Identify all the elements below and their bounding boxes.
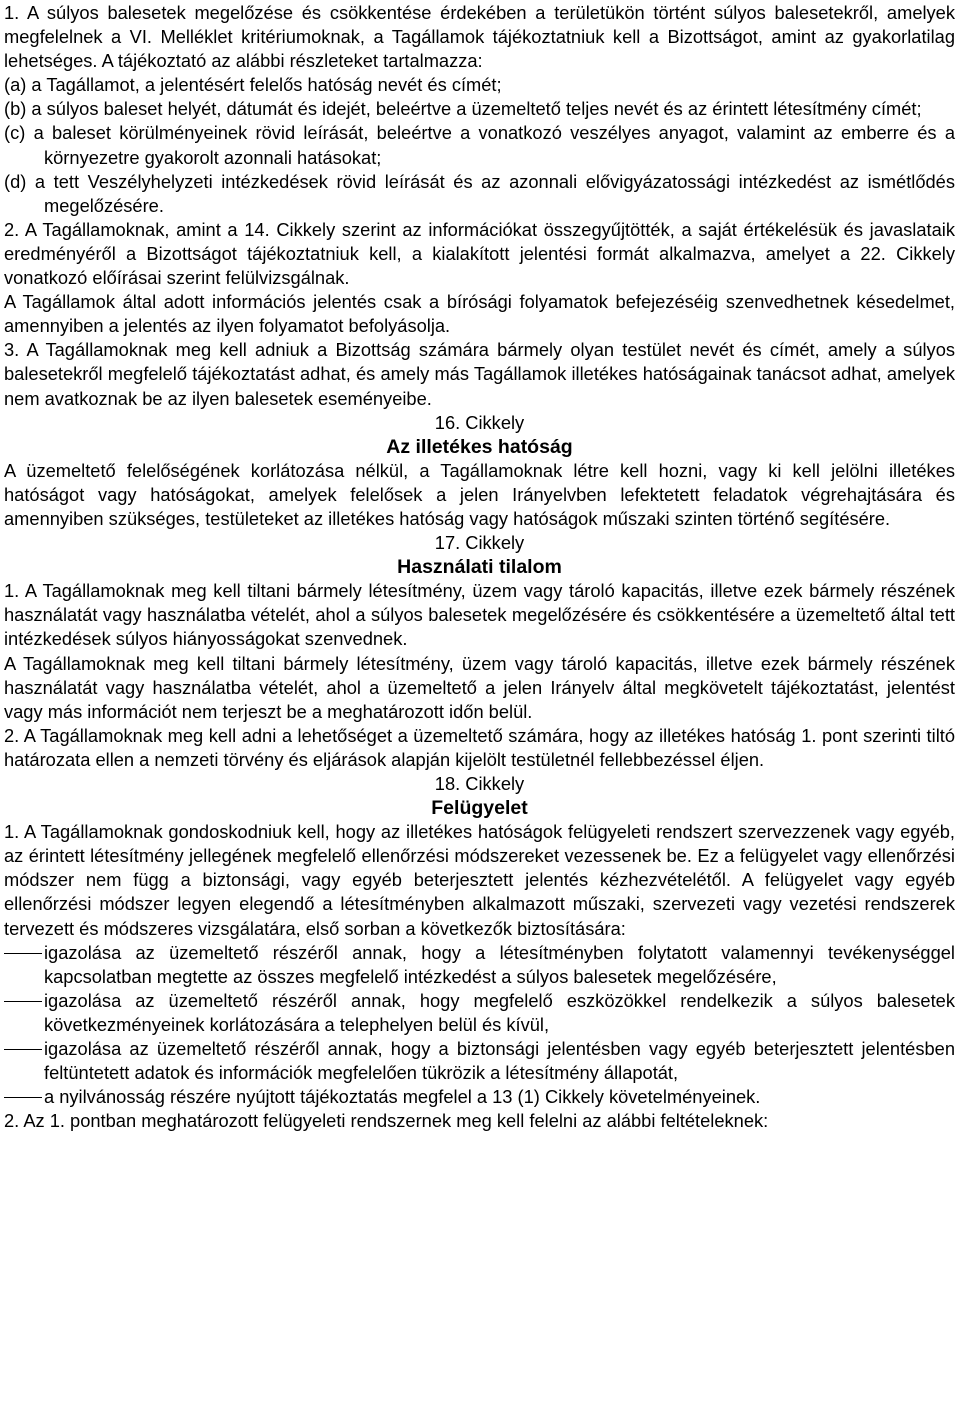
bullet-text: igazolása az üzemeltető részéről annak, hogy a biztonsági jelentésben vagy egyéb beterjesztett jelentésben feltüntetett adatok és információk megfelelően tükrözik a létesítmény állapotát, — [44, 1038, 955, 1084]
article-16-number: 16. Cikkely — [434, 411, 525, 433]
paragraph-17-2: 2. A Tagállamoknak meg kell adni a lehetőséget a üzemeltető számára, hogy az illetékes hatóság 1. pont szerinti tiltó határozata ellen a nemzeti törvény és eljárások alapján kijelölt testületnél fellebbezéssel éljen. — [4, 724, 955, 770]
paragraph-15-1: 1. A súlyos balesetek megelőzése és csökkentése érdekében a területükön történt súlyos balesetekről, amelyek megfelelnek a VI. Melléklet kritériumoknak, a Tagállamok tájékoztatniuk kell a Bizottságot, amint az gyakorlatilag lehetséges. A tájékoztató az alábbi részleteket tartalmazza: — [4, 2, 955, 72]
bullet-text: igazolása az üzemeltető részéről annak, hogy megfelelő eszközökkel rendelkezik a súlyos balesetek következményeinek korlátozására a telephelyen belül és kívül, — [44, 989, 955, 1035]
paragraph-15-2-note: A Tagállamok által adott információs jelentés csak a bírósági folyamatok befejezéséig szenvedhetnek késedelmet, amennyiben a jelentés az ilyen folyamatot befolyásolja. — [4, 291, 955, 337]
bullet-text: igazolása az üzemeltető részéről annak, hogy a létesítményben folytatott valamennyi tevékenységgel kapcsolatban megtette az összes megfelelő intézkedést a súlyos balesetek megelőzésére, — [44, 941, 955, 987]
bullet-item — [4, 989, 955, 1037]
dash-bullet-icon — [4, 941, 44, 965]
article-18-title: Felügyelet — [431, 797, 528, 820]
paragraph-18-2: 2. Az 1. pontban meghatározott felügyeleti rendszernek meg kell felelni az alábbi feltételeknek: — [4, 1110, 769, 1132]
paragraph-16: A üzemeltető felelőségének korlátozása nélkül, a Tagállamoknak létre kell hozni, vagy ki kell jelölni illetékes hatóságot vagy hatóságokat, amelyek felelősek a jelen Irányelvben lefektetett feladatok végrehajtására és amennyiben szükséges, testületeket az illetékes hatóság vagy hatóságok műszaki szinten történő segítésére. — [4, 459, 955, 529]
bullet-item — [4, 1085, 955, 1109]
paragraph-17-1-b: A Tagállamoknak meg kell tiltani bármely létesítmény, üzem vagy tároló kapacitás, illetve ezek bármely részének használatát vagy használatba vételét, ahol a üzemeltető a jelen Irányelv által megkövetelt tájékoztatást, jelentést vagy más információt nem terjeszt be a meghatározott időn belül. — [4, 652, 955, 722]
paragraph-17-1: 1. A Tagállamoknak meg kell tiltani bármely létesítmény, üzem vagy tároló kapacitás, illetve ezek bármely részének használatát vagy használatba vételét, ahol a súlyos balesetek megelőzésére és csökkentésére a üzemeltető által tett intézkedések súlyos hiányosságokat szenvednek. — [4, 580, 955, 650]
paragraph-18-1: 1. A Tagállamoknak gondoskodniuk kell, hogy az illetékes hatóságok felügyeleti rendszert szervezzenek vagy egyéb, az érintett létesítmény jellegének megfelelő ellenőrzési módszereket vezessenek be. Ez a felügyelet vagy ellenőrzési módszer nem függ a biztonsági, vagy egyéb beterjesztett jelentés kézhezvételétől. A felügyelet vagy egyéb ellenőrzési módszer legyen elegendő a létesítményben alkalmazott műszaki, szervezeti vagy vezetési rendszerek tervezett és módszeres vizsgálatára, első sorban a következők biztosítására: — [4, 821, 955, 939]
article-17-number: 17. Cikkely — [434, 532, 525, 554]
dash-bullet-icon — [4, 989, 44, 1013]
article-18-number: 18. Cikkely — [434, 773, 525, 794]
bullet-item — [4, 941, 955, 989]
dash-bullet-icon — [4, 1037, 44, 1061]
document-page — [4, 1, 955, 1133]
list-item-c: (c) a baleset körülményeinek rövid leírását, beleértve a vonatkozó veszélyes anyagot, valamint az emberre és a környezetre gyakorolt azonnali hatásokat; — [4, 122, 955, 168]
article-17-title: Használati tilalom — [397, 556, 562, 579]
paragraph-15-2: 2. A Tagállamoknak, amint a 14. Cikkely szerint az információkat összegyűjtötték, a saját értékelésük és javaslataik eredményéről a Bizottságot tájékoztatniuk kell, a kialakított jelentési formát alkalmazva, amelyet a 22. Cikkely vonatkozó előírásai szerint felülvizsgálnak. — [4, 218, 955, 289]
list-item-b: (b) a súlyos baleset helyét, dátumát és idejét, beleértve a üzemeltető teljes nevét és az érintett létesítmény címét; — [4, 98, 922, 120]
bullet-text: a nyilvánosság részére nyújtott tájékoztatás megfelel a 13 (1) Cikkely követelményeinek. — [44, 1086, 761, 1108]
list-item-a: (a) a Tagállamot, a jelentésért felelős hatóság nevét és címét; — [4, 74, 502, 96]
article-16-title: Az illetékes hatóság — [386, 435, 573, 458]
paragraph-15-3: 3. A Tagállamoknak meg kell adniuk a Bizottság számára bármely olyan testület nevét és címét, amely a súlyos balesetekről megfelelő tájékoztatást adhat, és amely más Tagállamok illetékes hatóságainak tanácsot adhat, amelyek nem avatkoznak be az ilyen balesetek eseményeibe. — [4, 339, 955, 409]
dash-bullet-icon — [4, 1085, 44, 1109]
bullet-item — [4, 1037, 955, 1085]
list-item-d: (d) a tett Veszélyhelyzeti intézkedések rövid leírását és az azonnali elővigyázatossági intézkedést az ismétlődés megelőzésére. — [4, 170, 955, 216]
